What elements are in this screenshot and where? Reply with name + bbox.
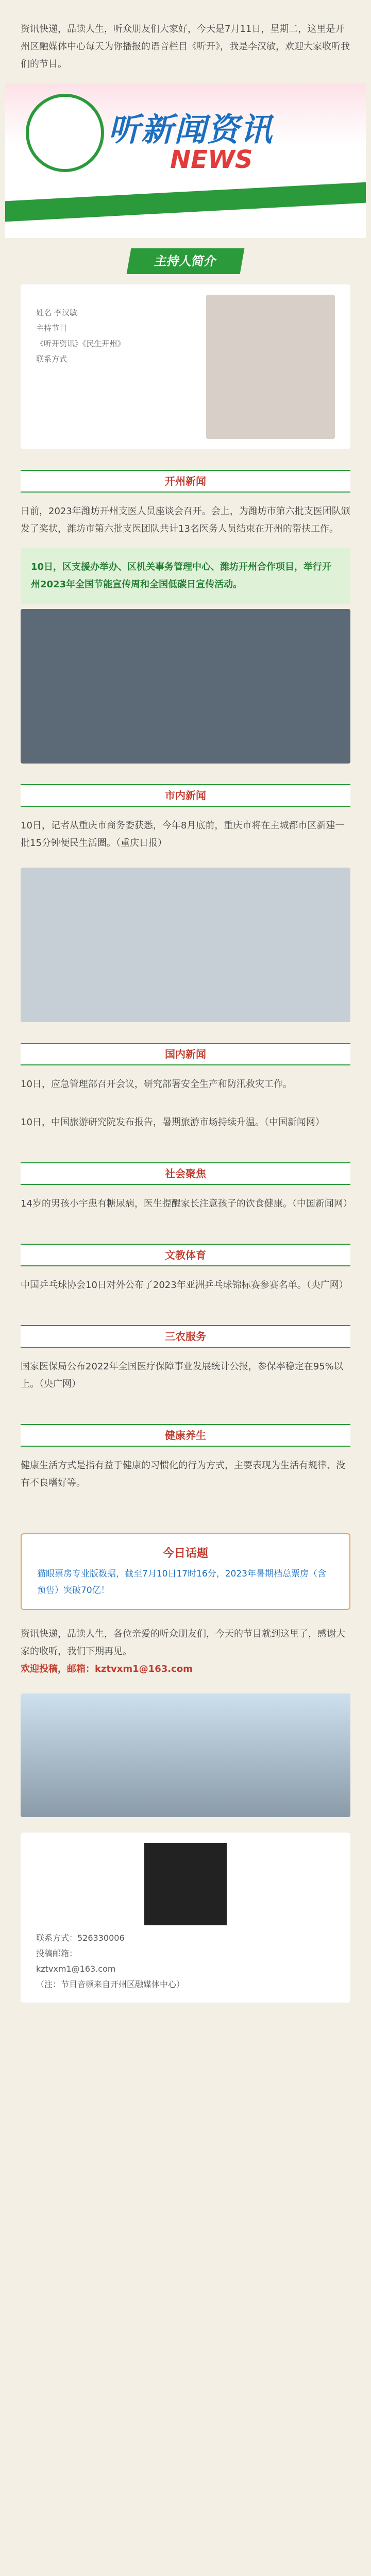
news-paragraph: 日前，2023年潍坊开州支医人员座谈会召开。会上，为潍坊市第六批支医团队颁发了奖状，潍坊市第六批支医团队共计13名医务人员结束在开州的帮扶工作。 bbox=[21, 506, 350, 534]
banner-subtitle: NEWS bbox=[170, 145, 253, 174]
today-topic-text: 猫眼票房专业版数据，截至7月10日17时16分，2023年暑期档总票房（含预售）突破70亿！ bbox=[37, 1569, 326, 1596]
banner-stripe bbox=[5, 182, 366, 222]
news-paragraph: 10日，记者从重庆市商务委获悉，今年8月底前，重庆市将在主城都市区新建一批15分钟便民生活圈。（重庆日报） bbox=[21, 820, 345, 849]
section-header: 文教体育 bbox=[21, 1244, 350, 1266]
host-info-line: 姓名 李汉敏 bbox=[36, 308, 77, 317]
section-kaizhou bbox=[21, 470, 350, 764]
news-paragraph: 10日，应急管理部召开会议，研究部署安全生产和防汛救灾工作。 bbox=[21, 1079, 292, 1090]
host-info-line: 主持节目 bbox=[36, 324, 68, 333]
section-header: 市内新闻 bbox=[21, 784, 350, 807]
section-national bbox=[21, 1043, 350, 1142]
news-paragraph: 健康生活方式是指有益于健康的习惯化的行为方式，主要表现为生活有规律、没有不良嗜好等。 bbox=[21, 1460, 345, 1488]
news-paragraph: 国家医保局公布2022年全国医疗保障事业发展统计公报，参保率稳定在95%以上。（央广网） bbox=[21, 1361, 343, 1389]
contact-line: 联系方式：526330006 bbox=[36, 1933, 125, 1943]
qr-code-icon bbox=[144, 1843, 227, 1925]
news-paragraph: 10日，中国旅游研究院发布报告，暑期旅游市场持续升温。（中国新闻网） bbox=[21, 1117, 325, 1128]
news-paragraph-highlight: 10日，区支援办举办、区机关事务管理中心、潍坊开州合作项目，举行开州2023年全国节能宣传周和全国低碳日宣传活动。 bbox=[21, 548, 350, 604]
host-tag: 主持人简介 bbox=[127, 248, 245, 274]
news-banner bbox=[5, 83, 366, 238]
scenic-photo bbox=[21, 1693, 350, 1817]
section-header: 社会聚焦 bbox=[21, 1162, 350, 1185]
host-info bbox=[36, 305, 125, 367]
section-sports bbox=[21, 1244, 350, 1304]
intro-greeting: 资讯快递，品读人生，听众朋友们大家好，今天是7月11日，星期二，这里是开州区融媒体中心每天为你播报的语音栏目《听开》，我是李汉敏，欢迎大家收听我们的节目。 bbox=[21, 24, 350, 70]
host-photo bbox=[206, 295, 335, 439]
section-header: 开州新闻 bbox=[21, 470, 350, 493]
host-card bbox=[21, 284, 350, 449]
today-topic-box bbox=[21, 1533, 350, 1610]
host-info-line: 《听开资讯》《民生开州》 bbox=[36, 339, 125, 348]
section-header: 国内新闻 bbox=[21, 1043, 350, 1065]
news-paragraph: 中国乒乓球协会10日对外公布了2023年亚洲乒乓球锦标赛参赛名单。（央广网） bbox=[21, 1280, 348, 1291]
news-paragraph: 14岁的男孩小宇患有糖尿病，医生提醒家长注意孩子的饮食健康。（中国新闻网） bbox=[21, 1198, 352, 1209]
section-header: 三农服务 bbox=[21, 1325, 350, 1348]
intro-text bbox=[0, 0, 371, 83]
section-rural bbox=[21, 1325, 350, 1403]
section-society bbox=[21, 1162, 350, 1223]
today-topic-header: 今日话题 bbox=[162, 1547, 208, 1560]
logo-icon bbox=[26, 94, 104, 172]
outro-paragraph: 资讯快递，品读人生，各位亲爱的听众朋友们，今天的节目就到这里了，感谢大家的收听，我们下期再见。 bbox=[21, 1629, 345, 1657]
contact-line: 投稿邮箱： bbox=[36, 1948, 78, 1958]
contact-line: （注：节目音频来自开州区融媒体中心） bbox=[36, 1979, 185, 1989]
section-city bbox=[21, 784, 350, 1022]
news-photo bbox=[21, 868, 350, 1022]
news-photo bbox=[21, 609, 350, 764]
section-header: 健康养生 bbox=[21, 1424, 350, 1447]
outro-text bbox=[0, 1610, 371, 1693]
contact-card bbox=[21, 1833, 350, 2003]
section-health bbox=[21, 1424, 350, 1502]
outro-email-note: 欢迎投稿，邮箱：kztvxm1@163.com bbox=[21, 1664, 193, 1674]
host-info-line: 联系方式 bbox=[36, 354, 68, 364]
contact-line[interactable]: kztvxm1@163.com bbox=[36, 1964, 116, 1974]
banner-title: 听新闻资讯 bbox=[108, 111, 274, 148]
